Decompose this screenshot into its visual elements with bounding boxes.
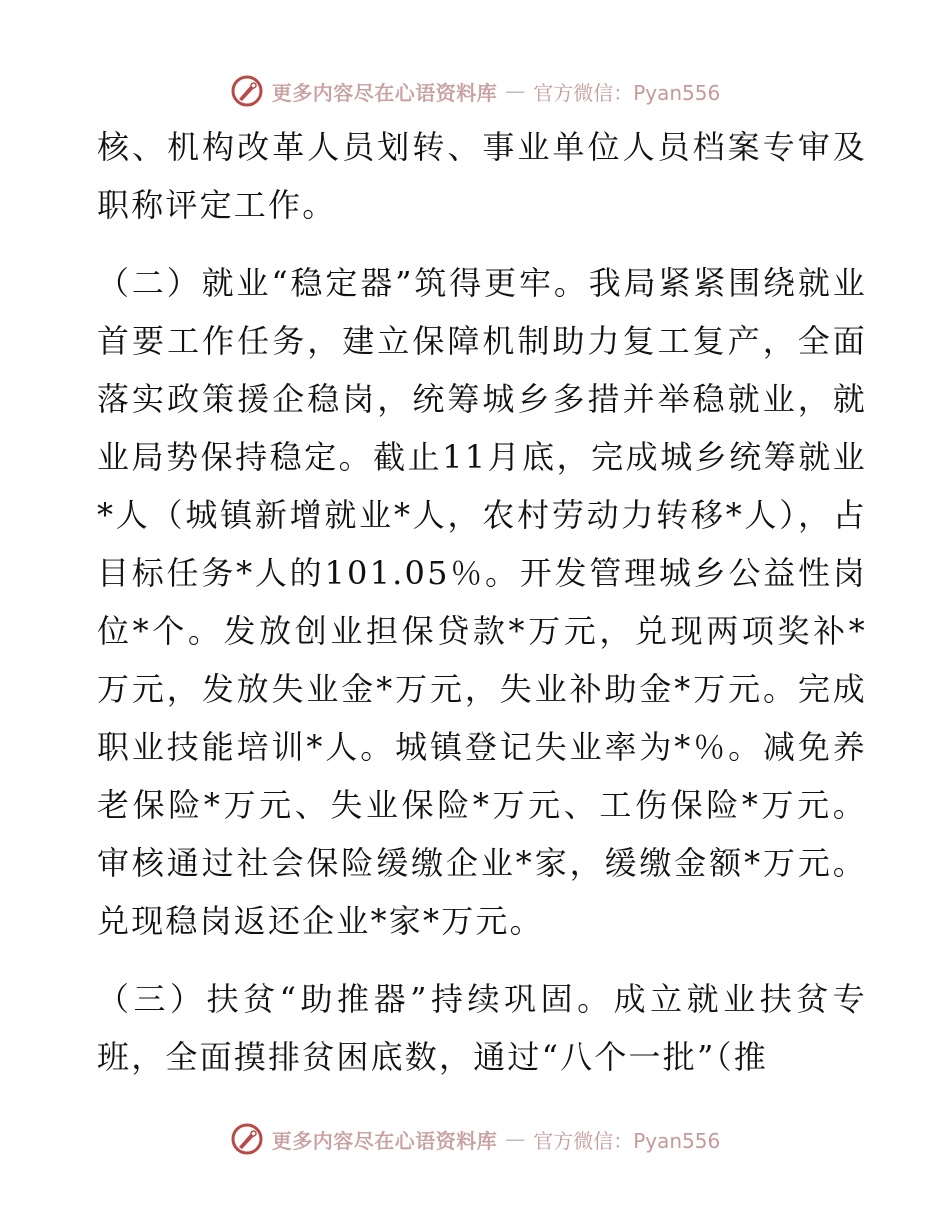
- quill-logo-icon: [230, 1122, 264, 1156]
- watermark-official-account: 官方微信：Pyan556: [533, 1128, 721, 1153]
- watermark-text: 更多内容尽在心语资料库: [271, 80, 498, 105]
- watermark-header: [0, 74, 950, 108]
- paragraph-continued: 核、机构改革人员划转、事业单位人员档案专审及职称评定工作。: [97, 128, 867, 224]
- watermark-separator: —: [505, 1127, 526, 1151]
- watermark-text: 更多内容尽在心语资料库: [271, 1128, 498, 1153]
- paragraph-poverty-alleviation: （三）扶贫“助推器”持续巩固。成立就业扶贫专班，全面摸排贫困底数，通过“八个一批”（推: [97, 980, 867, 1076]
- paragraph-employment: （二）就业“稳定器”筑得更牢。我局紧紧围绕就业首要工作任务，建立保障机制助力复工复产，全面落实政策援企稳岗，统筹城乡多措并举稳就业，就业局势保持稳定。截止11月底，完成城乡统筹就业*人（城镇新增就业*人，农村劳动力转移*人），占目标任务*人的101.05％。开发管理城乡公益性岗位*个。发放创业担保贷款*万元，兑现两项奖补*万元，发放失业金*万元，失业补助金*万元。完成职业技能培训*人。城镇登记失业率为*％。减免养老保险*万元、失业保险*万元、工伤保险*万元。审核通过社会保险缓缴企业*家，缓缴金额*万元。兑现稳岗返还企业*家*万元。: [97, 264, 867, 940]
- watermark-footer: [0, 1122, 950, 1156]
- watermark-official-account: 官方微信：Pyan556: [533, 80, 721, 105]
- watermark-separator: —: [505, 79, 526, 103]
- document-body: [97, 118, 867, 1086]
- quill-logo-icon: [230, 74, 264, 108]
